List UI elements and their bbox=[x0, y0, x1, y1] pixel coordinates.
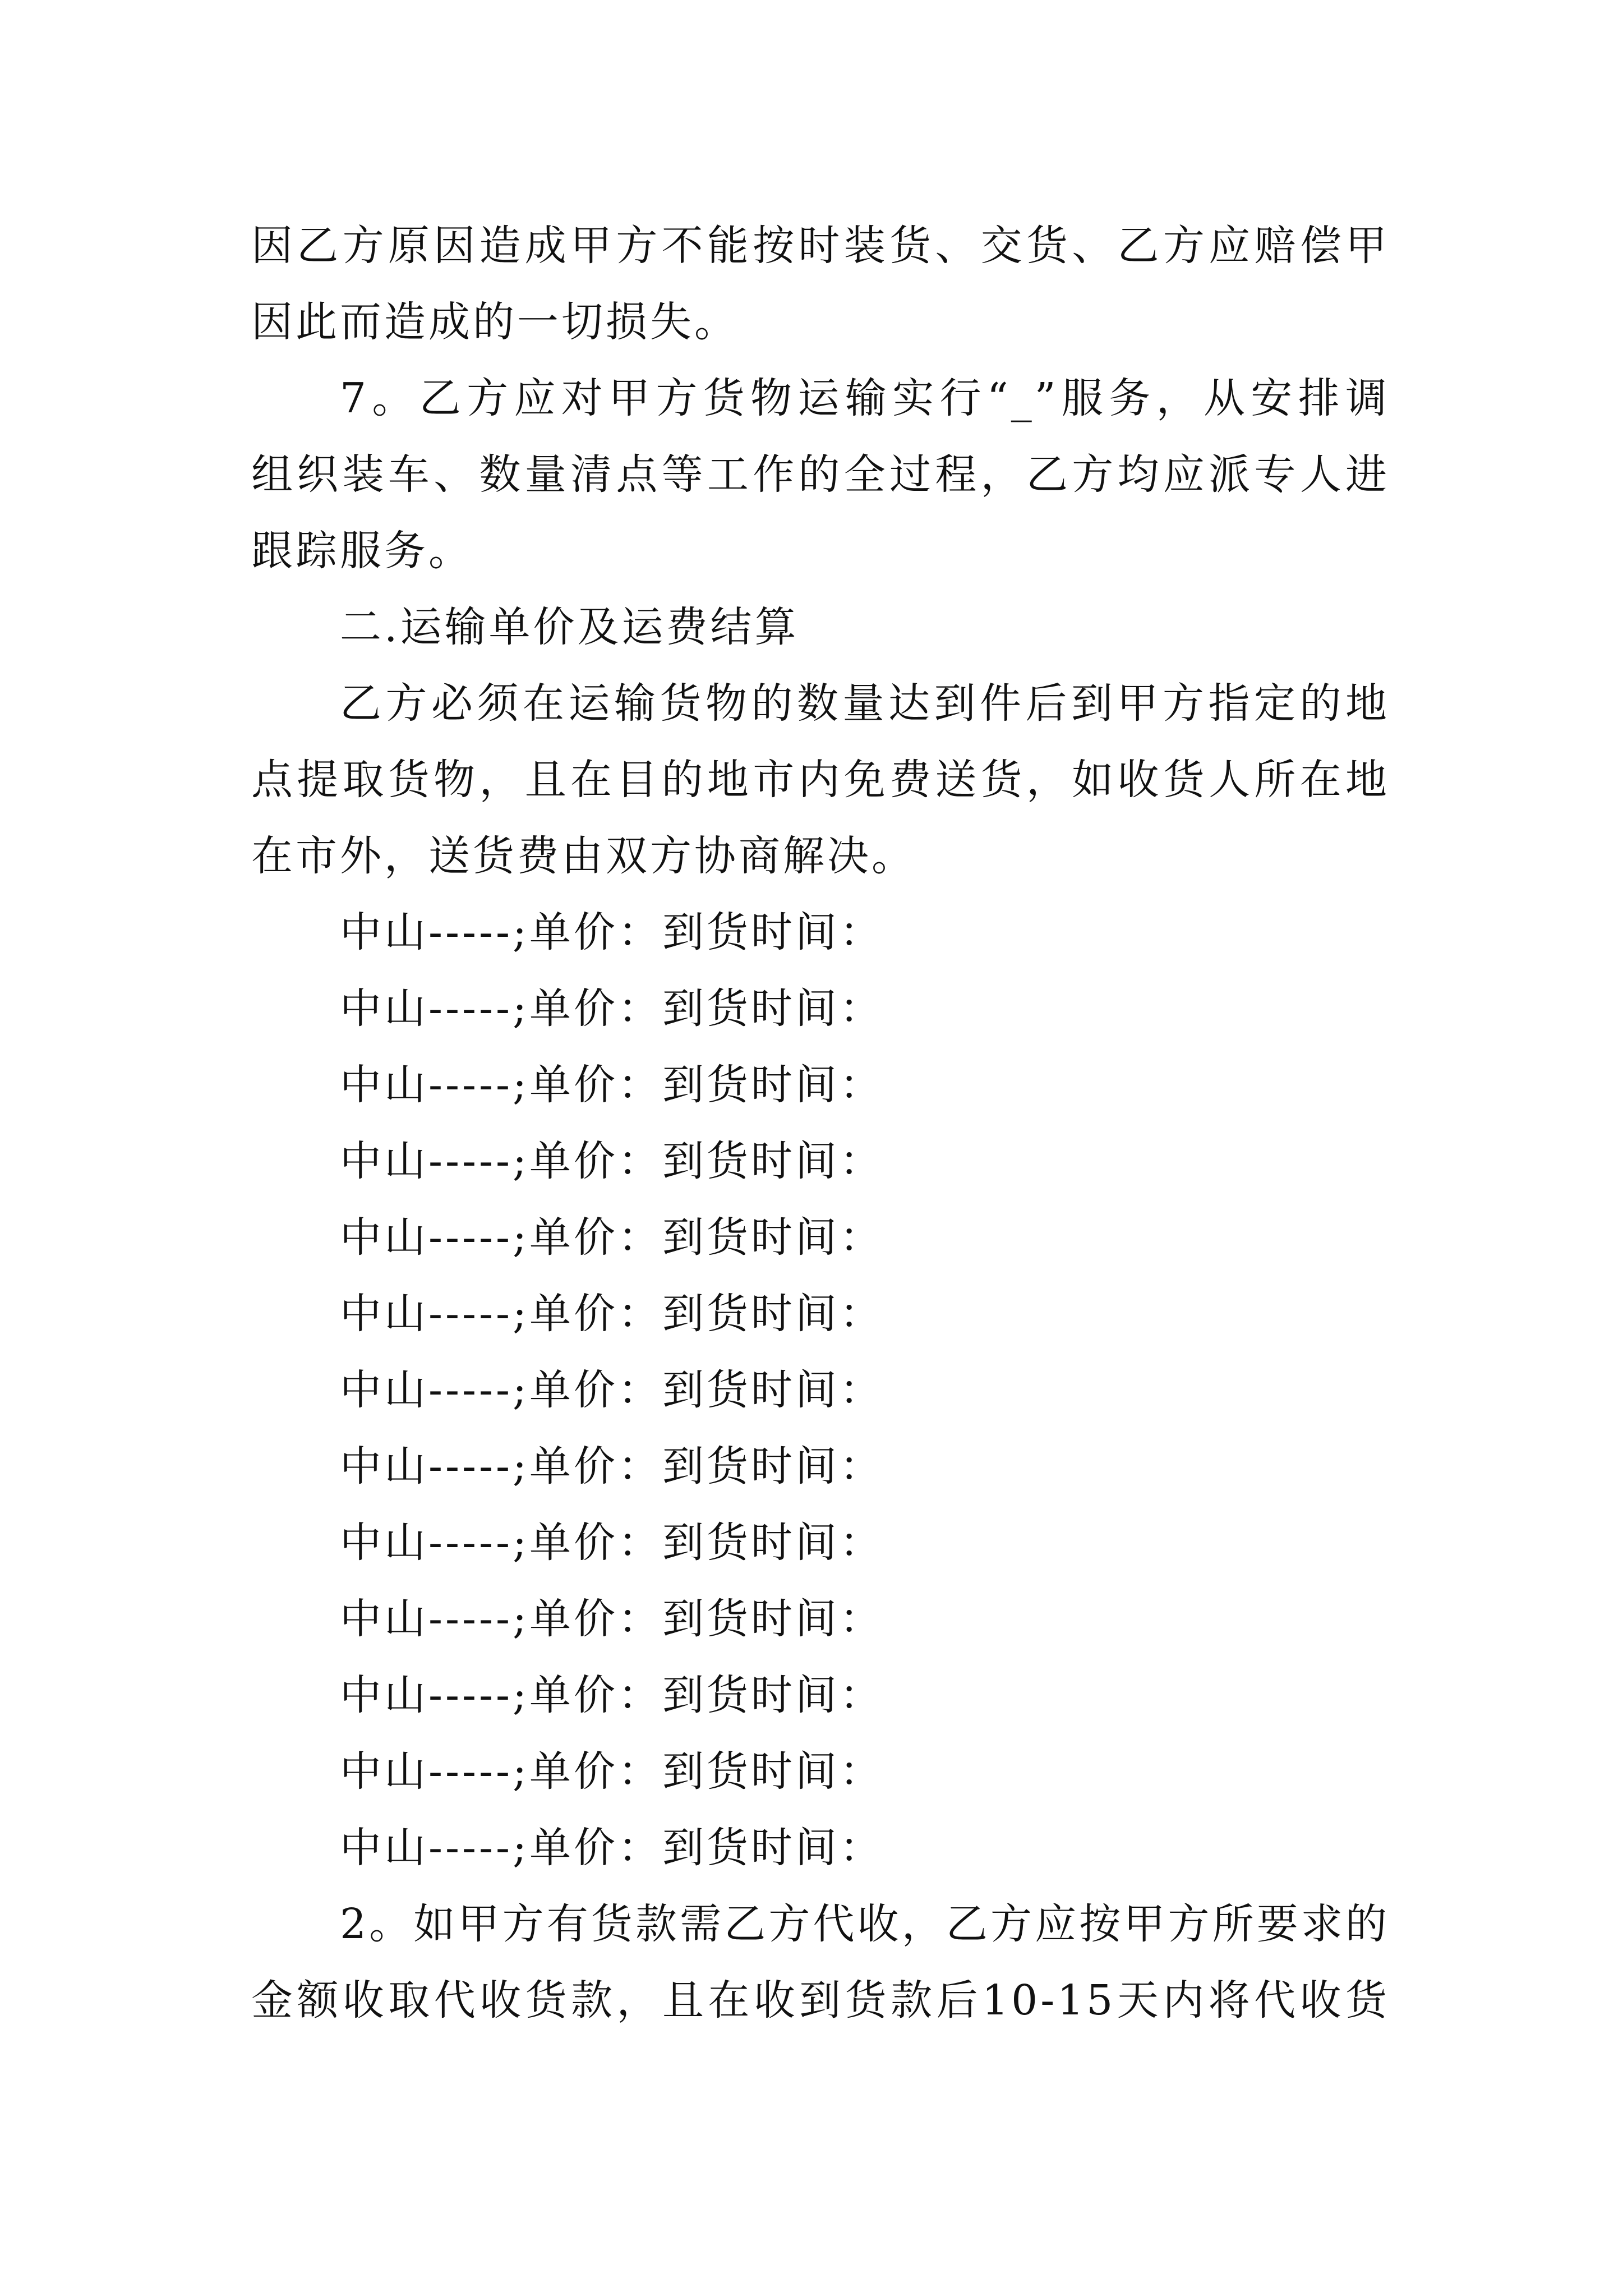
price-row: 中山-----;单价：到货时间： bbox=[340, 1442, 884, 1490]
price-row: 中山-----;单价：到货时间： bbox=[340, 1747, 884, 1796]
paragraph-4-line-2: 金额收取代收货款，且在收到货款后10-15天内将代收货 bbox=[251, 1976, 1390, 2024]
paragraph-2-line-2: 组织装车、数量清点等工作的全过程，乙方均应派专人进 bbox=[251, 450, 1390, 499]
price-row: 中山-----;单价：到货时间： bbox=[340, 1366, 884, 1414]
price-row: 中山-----;单价：到货时间： bbox=[340, 1671, 884, 1719]
price-row: 中山-----;单价：到货时间： bbox=[340, 1595, 884, 1643]
price-row: 中山-----;单价：到货时间： bbox=[340, 1213, 884, 1262]
paragraph-3-line-1: 乙方必须在运输货物的数量达到件后到甲方指定的地 bbox=[340, 679, 1390, 728]
paragraph-1-line-2: 因此而造成的一切损失。 bbox=[251, 298, 739, 346]
price-row: 中山-----;单价：到货时间： bbox=[340, 1290, 884, 1338]
paragraph-3-line-2: 点提取货物，且在目的地市内免费送货，如收货人所在地 bbox=[251, 756, 1390, 804]
price-row: 中山-----;单价：到货时间： bbox=[340, 1061, 884, 1109]
paragraph-2-line-3: 跟踪服务。 bbox=[251, 527, 473, 575]
price-row: 中山-----;单价：到货时间： bbox=[340, 1824, 884, 1872]
price-row: 中山-----;单价：到货时间： bbox=[340, 1137, 884, 1185]
document-body bbox=[251, 208, 1390, 2039]
paragraph-4-line-1: 2。如甲方有货款需乙方代收，乙方应按甲方所要求的 bbox=[340, 1900, 1390, 1948]
price-row: 中山-----;单价：到货时间： bbox=[340, 984, 884, 1033]
paragraph-3-line-3: 在市外，送货费由双方协商解决。 bbox=[251, 832, 916, 880]
price-row: 中山-----;单价：到货时间： bbox=[340, 908, 884, 956]
paragraph-1-line-1: 因乙方原因造成甲方不能按时装货、交货、乙方应赔偿甲 bbox=[251, 222, 1390, 270]
paragraph-2-line-1: 7。乙方应对甲方货物运输实行“_”服务，从安排调 bbox=[340, 374, 1390, 422]
section-heading: 二.运输单价及运费结算 bbox=[340, 603, 799, 651]
price-row: 中山-----;单价：到货时间： bbox=[340, 1519, 884, 1567]
price-list bbox=[251, 894, 1390, 1886]
